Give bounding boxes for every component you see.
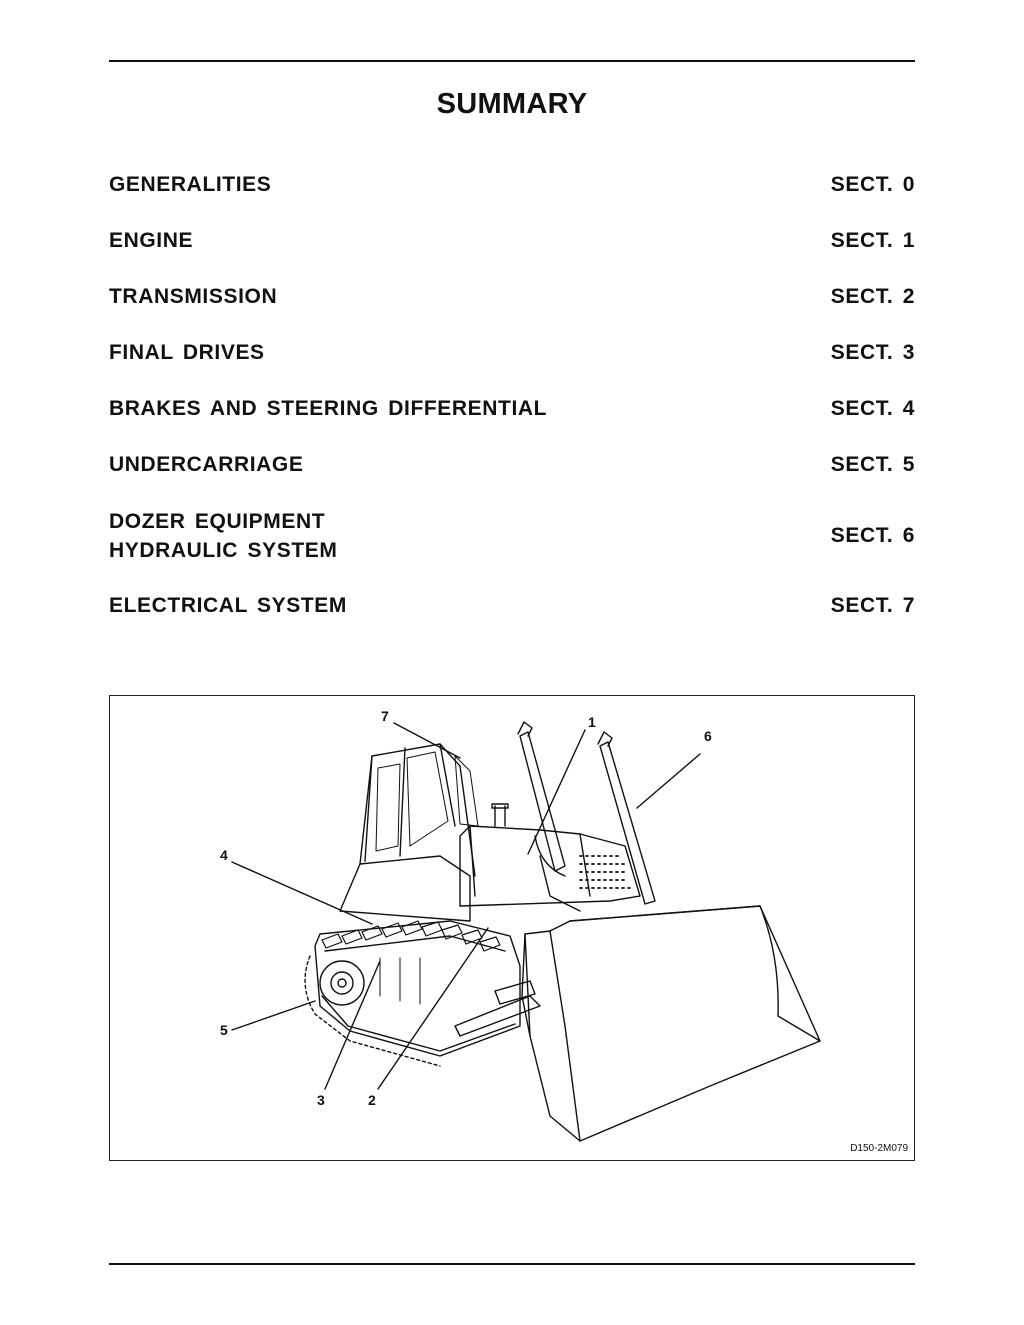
toc-section: SECT. 3 [830, 340, 915, 364]
toc-section: SECT. 6 [830, 524, 915, 547]
toc-row-final-drives[interactable] [109, 338, 915, 367]
toc-row-dozer-hydraulic[interactable] [109, 507, 915, 565]
toc-section: SECT. 7 [830, 593, 915, 617]
toc-row-engine[interactable] [109, 226, 915, 255]
callout-5: 5 [220, 1022, 228, 1038]
toc-row-generalities[interactable] [109, 170, 915, 199]
toc-section: SECT. 4 [830, 396, 915, 420]
toc-label-line-1: DOZER EQUIPMENT [109, 510, 326, 533]
callout-3: 3 [317, 1092, 325, 1108]
toc-row-transmission[interactable] [109, 282, 915, 311]
toc-row-brakes-steering[interactable] [109, 394, 915, 423]
toc-label: ENGINE [109, 229, 194, 252]
dozer-illustration [110, 696, 914, 1160]
figure-code: D150-2M079 [850, 1143, 908, 1154]
toc-label: GENERALITIES [109, 173, 272, 196]
page-title: SUMMARY [436, 88, 588, 120]
toc-label: BRAKES AND STEERING DIFFERENTIAL [109, 397, 548, 420]
toc-row-electrical[interactable] [109, 591, 915, 620]
toc-section: SECT. 1 [830, 228, 915, 252]
toc-label-line-2: HYDRAULIC SYSTEM [109, 539, 338, 562]
toc-label: TRANSMISSION [109, 285, 278, 308]
toc-section: SECT. 5 [830, 452, 915, 476]
bottom-rule [109, 1263, 915, 1265]
dozer-figure [109, 695, 915, 1161]
toc-row-undercarriage[interactable] [109, 450, 915, 479]
callout-7: 7 [381, 708, 389, 724]
toc-section: SECT. 0 [830, 172, 915, 196]
callout-1: 1 [588, 714, 596, 730]
callout-6: 6 [704, 728, 712, 744]
toc-label: ELECTRICAL SYSTEM [109, 594, 347, 617]
callout-4: 4 [220, 847, 228, 863]
top-rule [109, 60, 915, 62]
toc-label: FINAL DRIVES [109, 341, 265, 364]
toc-section: SECT. 2 [830, 284, 915, 308]
toc-label: UNDERCARRIAGE [109, 453, 304, 476]
callout-2: 2 [368, 1092, 376, 1108]
